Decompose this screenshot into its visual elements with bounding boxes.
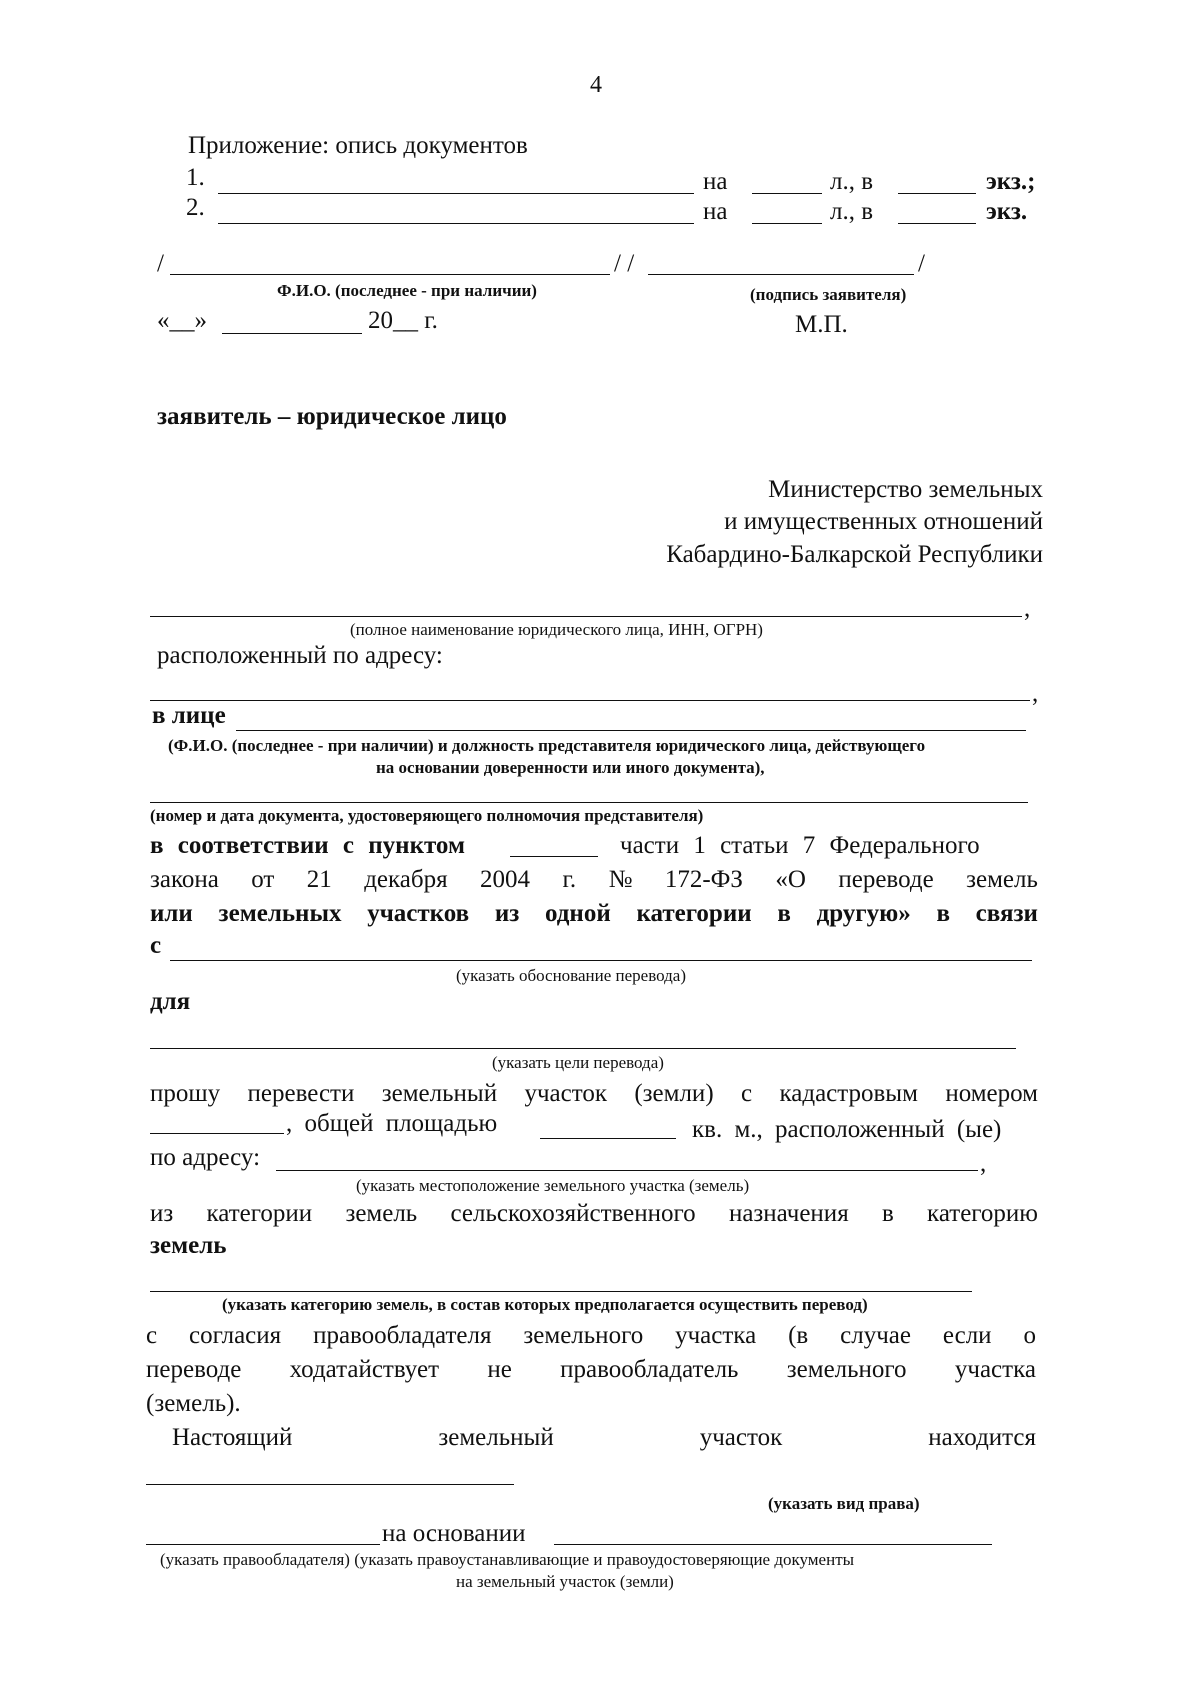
holder-field[interactable] xyxy=(146,1544,380,1545)
addressee-line-3: Кабардино-Балкарской Республики xyxy=(666,541,1043,568)
location-caption: (указать местоположение земельного участка (земель) xyxy=(356,1176,750,1195)
category-field[interactable] xyxy=(150,1291,972,1292)
appendix-row-1-num: 1. xyxy=(186,164,205,191)
appendix-row-1-field[interactable] xyxy=(218,193,694,194)
present-line: Настоящий земельный участок находится xyxy=(172,1424,1036,1451)
in-person-label: в лице xyxy=(152,702,226,729)
location-field[interactable] xyxy=(276,1170,978,1171)
location-comma: , xyxy=(980,1150,987,1177)
appendix-row-2-ekz: экз. xyxy=(986,198,1028,225)
appendix-row-1-na: на xyxy=(703,168,728,195)
basis-caption-2: на земельный участок (земли) xyxy=(456,1572,674,1591)
signature-slash-middle: / / xyxy=(614,250,635,277)
request-line-1: прошу перевести земельный участок (земли) с кадастровым номером xyxy=(150,1080,1038,1107)
consent-line-1: с согласия правообладателя земельного участка (в случае если о xyxy=(146,1322,1036,1349)
signature-slash-left: / xyxy=(157,250,164,277)
cadastral-number-field[interactable] xyxy=(150,1133,284,1134)
entity-name-field[interactable] xyxy=(150,616,1022,617)
date-year: 20__ г. xyxy=(368,307,438,334)
fio-caption: Ф.И.О. (последнее - при наличии) xyxy=(277,281,537,300)
stamp-label: М.П. xyxy=(795,311,848,338)
addressee-line-1: Министерство земельных xyxy=(768,476,1043,503)
appendix-row-2-l: л., в xyxy=(830,198,874,225)
authority-doc-caption: (номер и дата документа, удостоверяющего полномочия представителя) xyxy=(150,806,704,825)
appendix-row-1-pages-field[interactable] xyxy=(752,193,822,194)
address-field[interactable] xyxy=(150,700,1030,701)
law-item-field[interactable] xyxy=(510,856,598,857)
signature-caption: (подпись заявителя) xyxy=(750,285,907,304)
representative-caption-1: (Ф.И.О. (последнее - при наличии) и должность представителя юридического лица, действующего xyxy=(168,736,926,755)
law-line-1b: части 1 статьи 7 Федерального xyxy=(620,832,980,859)
right-type-caption: (указать вид права) xyxy=(768,1494,920,1513)
appendix-row-1-ekz: экз.; xyxy=(986,168,1036,195)
appendix-row-2-na: на xyxy=(703,198,728,225)
consent-line-3: (земель). xyxy=(146,1390,241,1417)
purpose-caption: (указать цели перевода) xyxy=(492,1053,664,1072)
for-label: для xyxy=(150,988,191,1015)
address-comma: , xyxy=(1032,680,1039,707)
fio-field[interactable] xyxy=(170,274,610,275)
entity-name-comma: , xyxy=(1024,595,1031,622)
right-type-field[interactable] xyxy=(146,1484,514,1485)
appendix-row-2-copies-field[interactable] xyxy=(898,223,976,224)
entity-name-caption: (полное наименование юридического лица, ИНН, ОГРН) xyxy=(350,620,763,639)
law-line-1a: в соответствии с пунктом xyxy=(150,832,465,859)
law-line-2: закона от 21 декабря 2004 г. № 172-ФЗ «О переводе земель xyxy=(150,866,1038,893)
on-basis-label: на основании xyxy=(382,1520,526,1547)
consent-line-2: переводе ходатайствует не правообладатель земельного участка xyxy=(146,1356,1036,1383)
addressee-line-2: и имущественных отношений xyxy=(724,508,1043,535)
date-day: «__» xyxy=(157,307,207,334)
authority-doc-field[interactable] xyxy=(150,802,1028,803)
request-line-2b: кв. м., расположенный (ые) xyxy=(692,1116,1002,1143)
category-line-1: из категории земель сельскохозяйственного назначения в категорию xyxy=(150,1200,1038,1227)
section-heading: заявитель – юридическое лицо xyxy=(157,403,507,430)
purpose-field[interactable] xyxy=(150,1048,1016,1049)
signature-field[interactable] xyxy=(648,274,914,275)
law-line-4: с xyxy=(150,932,162,959)
appendix-row-2-num: 2. xyxy=(186,194,205,221)
area-field[interactable] xyxy=(540,1138,676,1139)
appendix-title: Приложение: опись документов xyxy=(188,132,528,159)
appendix-row-1-l: л., в xyxy=(830,168,874,195)
category-line-2: земель xyxy=(150,1232,227,1259)
request-line-2a: , общей площадью xyxy=(286,1110,498,1137)
law-line-3: или земельных участков из одной категории в другую» в связи xyxy=(150,900,1038,927)
appendix-row-1-copies-field[interactable] xyxy=(898,193,976,194)
appendix-row-2-field[interactable] xyxy=(218,223,694,224)
basis-caption-1: (указать правообладателя) (указать правоустанавливающие и правоудостоверяющие документы xyxy=(160,1550,855,1569)
category-caption: (указать категорию земель, в состав которых предполагается осуществить перевод) xyxy=(222,1295,868,1314)
representative-caption-2: на основании доверенности или иного документа), xyxy=(376,758,765,777)
address-label: по адресу: xyxy=(150,1144,261,1171)
reason-field[interactable] xyxy=(170,960,1032,961)
located-label: расположенный по адресу: xyxy=(157,642,443,669)
date-month-field[interactable] xyxy=(222,333,362,334)
representative-field[interactable] xyxy=(236,730,1026,731)
reason-caption: (указать обоснование перевода) xyxy=(456,966,686,985)
appendix-row-2-pages-field[interactable] xyxy=(752,223,822,224)
signature-slash-right: / xyxy=(918,250,925,277)
page-number: 4 xyxy=(590,72,602,98)
basis-documents-field[interactable] xyxy=(554,1544,992,1545)
